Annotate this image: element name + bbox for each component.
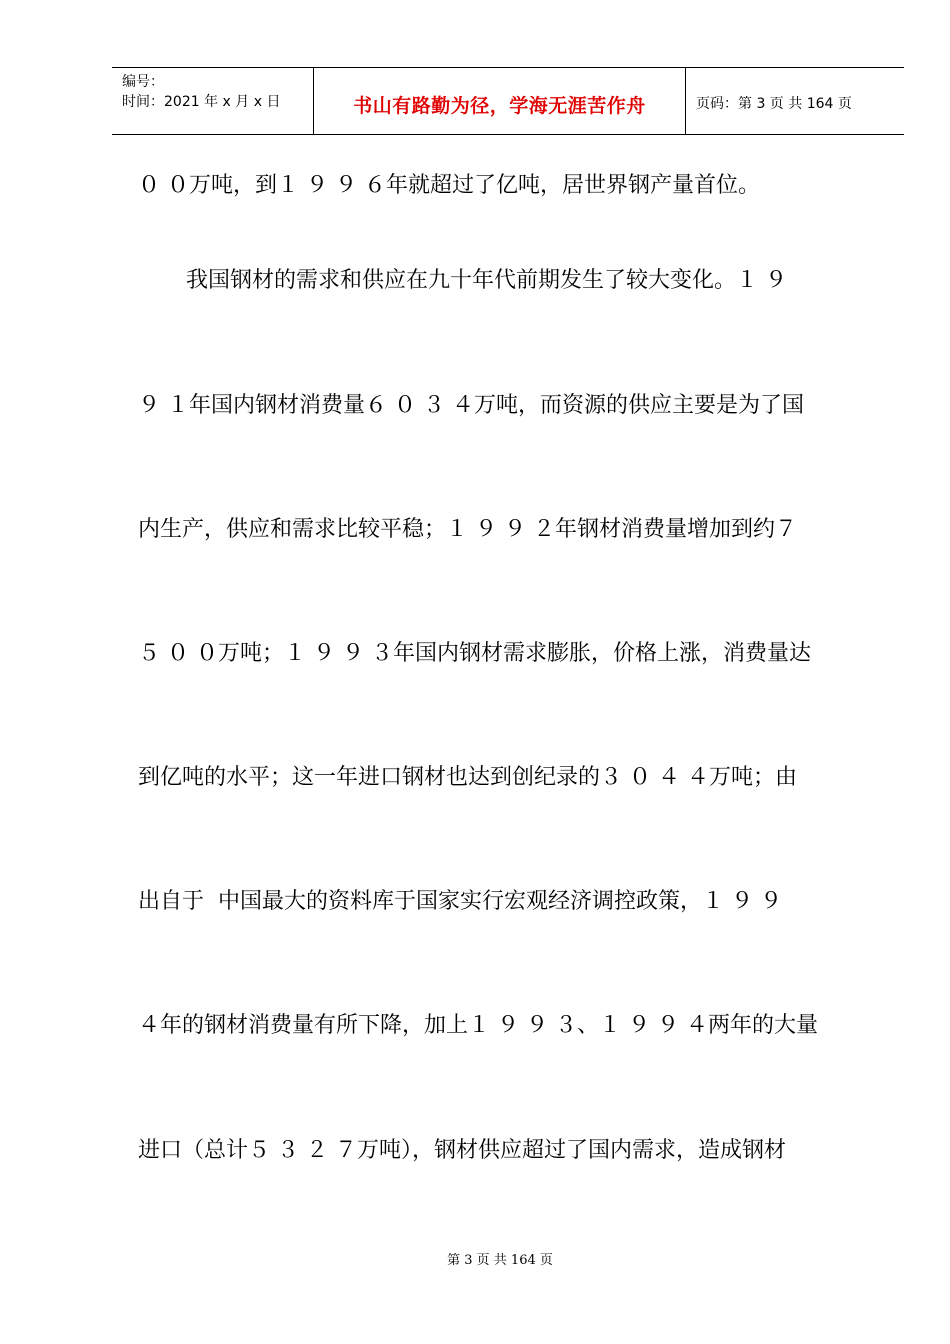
number-label: 编号：: [122, 74, 164, 90]
body-line-2: 我国钢材的需求和供应在九十年代前期发生了较大变化。１ ９: [186, 268, 787, 293]
body-line-9: 进口（总计５ ３ ２ ７万吨），钢材供应超过了国内需求，造成钢材: [138, 1138, 786, 1163]
body-line-1: ０ ０万吨，到１ ９ ９ ６年就超过了亿吨，居世界钢产量首位。: [138, 173, 760, 198]
body-line-8: ４年的钢材消费量有所下降，加上１ ９ ９ ３、１ ９ ９ ４两年的大量: [138, 1013, 818, 1038]
body-line-5: ５ ０ ０万吨；１ ９ ９ ３年国内钢材需求膨胀，价格上涨，消费量达: [138, 641, 811, 666]
header-page-info: 页码：第 3 页 共 164 页: [696, 96, 852, 112]
body-line-7: 出自于 中国最大的资料库于国家实行宏观经济调控政策，１ ９ ９: [138, 889, 782, 914]
body-line-4: 内生产，供应和需求比较平稳；１ ９ ９ ２年钢材消费量增加到约７: [138, 517, 797, 542]
body-line-3: ９ １年国内钢材消费量６ ０ ３ ４万吨，而资源的供应主要是为了国: [138, 393, 804, 418]
document-header: [112, 67, 904, 135]
body-line-6: 到亿吨的水平；这一年进口钢材也达到创纪录的３ ０ ４ ４万吨；由: [138, 765, 797, 790]
header-meta: [112, 68, 314, 134]
time-label: 时间：2021 年 x 月 x 日: [122, 94, 281, 110]
header-motto: 书山有路勤为径，学海无涯苦作舟: [314, 68, 686, 134]
page-footer: 第 3 页 共 164 页: [447, 1253, 553, 1268]
